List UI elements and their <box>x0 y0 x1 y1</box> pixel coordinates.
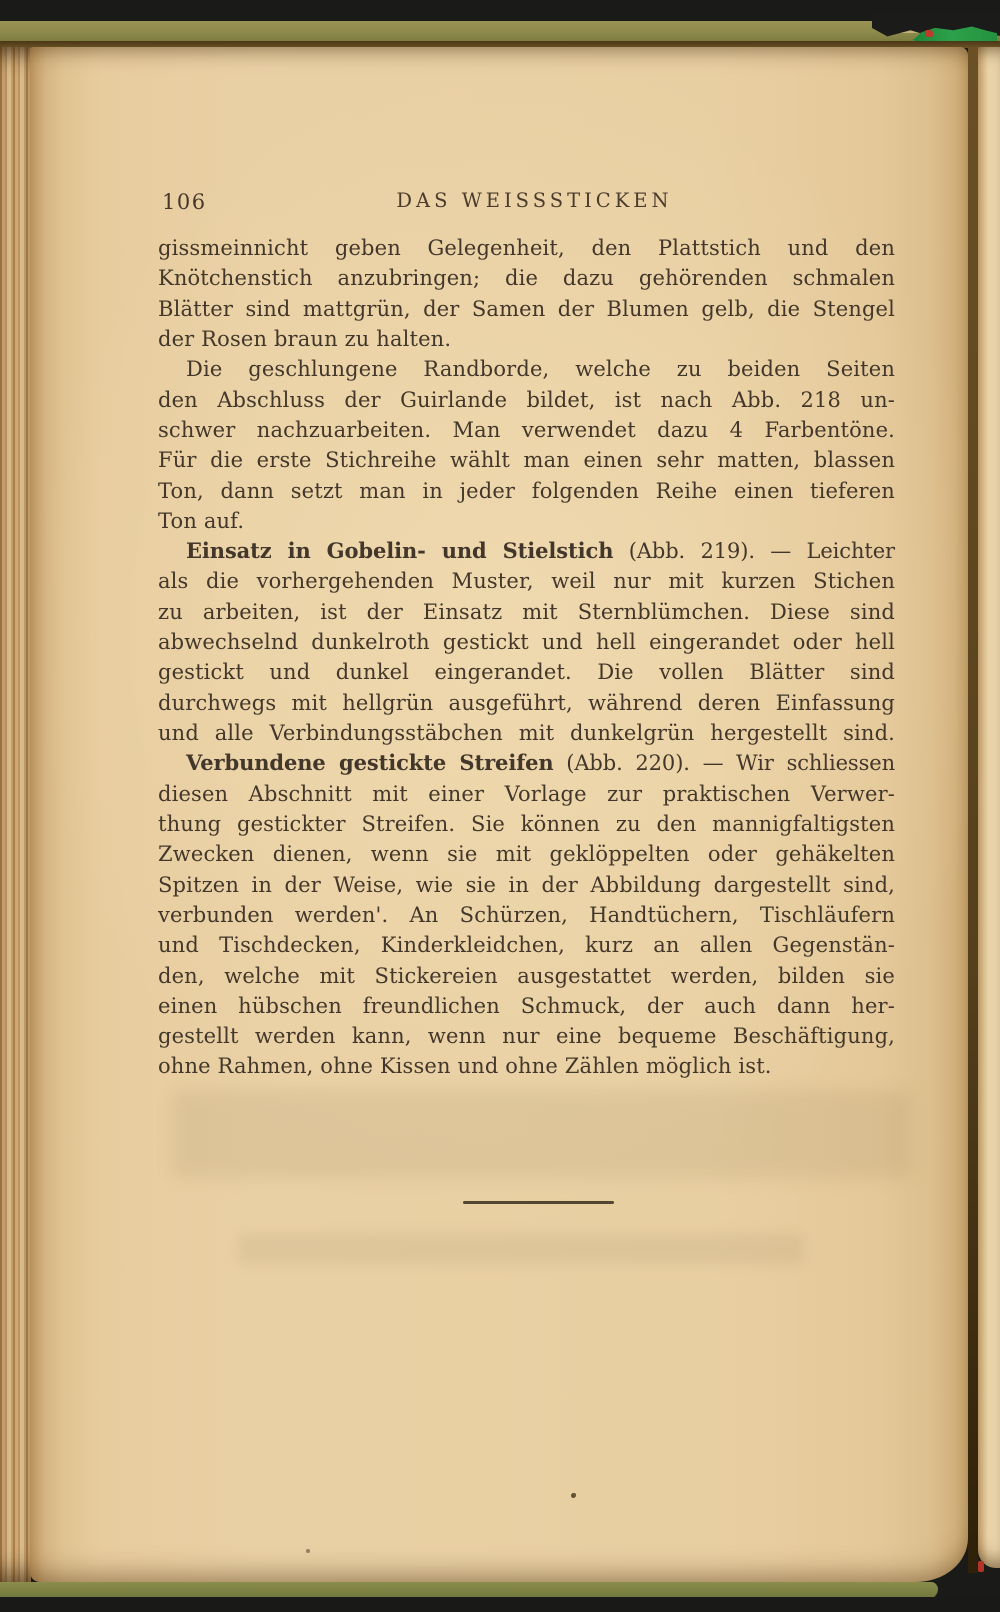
text-line <box>158 536 895 566</box>
ink-showthrough-band <box>172 1090 912 1178</box>
text-block <box>158 233 895 1082</box>
text-run: ohne Rahmen, ohne Kissen und ohne Zählen möglich ist. <box>158 1054 772 1079</box>
text-run: gestellt werden kann, wenn nur eine bequeme Beschäftigung, <box>158 1024 895 1049</box>
text-line <box>158 294 895 324</box>
text-run: durchwegs mit hellgrün ausgeführt, während deren Einfassung <box>158 690 895 715</box>
text-run: Ton, dann setzt man in jeder folgenden Reihe einen tieferen <box>158 478 895 503</box>
text-run: der Rosen braun zu halten. <box>158 326 452 351</box>
text-run: Knötchenstich anzubringen; die dazu gehörenden schmalen <box>158 266 895 291</box>
bold-run: Einsatz in Gobelin- und Stielstich <box>186 538 614 564</box>
text-run: zu arbeiten, ist der Einsatz mit Sternblümchen. Diese sind <box>158 599 895 624</box>
text-line <box>158 870 895 900</box>
text-line <box>158 688 895 718</box>
text-run: und Tischdecken, Kinderkleidchen, kurz an allen Gegenstän- <box>158 933 895 958</box>
text-line <box>158 445 895 475</box>
text-run: und alle Verbindungsstäbchen mit dunkelgrün hergestellt sind. <box>158 721 895 745</box>
page-number: 106 <box>162 190 207 214</box>
text-line <box>158 779 895 809</box>
text-line <box>158 354 895 384</box>
text-line <box>158 263 895 293</box>
text-line <box>158 961 895 991</box>
red-fleck-bottom <box>978 1561 984 1572</box>
text-run: gestickt und dunkel eingerandet. Die vollen Blätter sind <box>158 660 895 685</box>
text-run: abwechselnd dunkelroth gestickt und hell eingerandet oder hell <box>158 630 895 655</box>
text-run: (Abb. 219). — Leichter <box>613 539 895 564</box>
page-right-gutter <box>968 47 978 1573</box>
text-run: als die vorhergehenden Muster, weil nur mit kurzen Stichen <box>158 569 895 594</box>
red-fleck-top <box>925 30 933 37</box>
text-line <box>158 748 895 778</box>
text-run: den Abschluss der Guirlande bildet, ist nach Abb. 218 un- <box>158 387 895 412</box>
text-line <box>158 415 895 445</box>
running-header: DAS WEISSSTICKEN <box>396 189 673 212</box>
text-run: Ton auf. <box>158 508 245 533</box>
text-run: Zwecken dienen, wenn sie mit geklöppelten oder gehäkelten <box>158 842 895 867</box>
text-line <box>158 627 895 657</box>
cover-black-bottom <box>0 1597 1000 1612</box>
text-run: Blätter sind mattgrün, der Samen der Blumen gelb, die Stengel <box>158 296 895 321</box>
text-line <box>158 233 895 263</box>
ink-speck <box>306 1549 310 1553</box>
section-divider-rule <box>463 1201 614 1204</box>
next-page-sliver <box>978 47 1000 1568</box>
paragraph <box>158 233 895 354</box>
text-run: einen hübschen freundlichen Schmuck, der auch dann her- <box>158 993 895 1018</box>
text-line <box>158 566 895 596</box>
text-line <box>158 1051 895 1081</box>
text-run: (Abb. 220). — Wir schliessen <box>553 751 896 776</box>
text-line <box>158 506 895 536</box>
text-line <box>158 809 895 839</box>
cover-edge-top <box>0 21 1000 42</box>
text-run: Spitzen in der Weise, wie sie in der Abbildung dargestellt sind, <box>158 872 895 897</box>
text-line <box>158 476 895 506</box>
text-line <box>158 900 895 930</box>
paragraph <box>158 536 895 748</box>
text-line <box>158 657 895 687</box>
text-run: diesen Abschnitt mit einer Vorlage zur praktischen Verwer- <box>158 781 895 806</box>
text-run: den, welche mit Stickereien ausgestattet werden, bilden sie <box>158 963 895 988</box>
paragraph <box>158 354 895 536</box>
text-run: gissmeinnicht geben Gelegenheit, den Plattstich und den <box>158 236 895 260</box>
text-line <box>158 839 895 869</box>
text-line <box>158 597 895 627</box>
text-line <box>158 324 895 354</box>
text-run: Die geschlungene Randborde, welche zu beiden Seiten <box>186 357 895 382</box>
text-run: Für die erste Stichreihe wählt man einen sehr matten, blassen <box>158 448 895 473</box>
bold-run: Verbundene gestickte Streifen <box>186 750 554 776</box>
text-run: schwer nachzuarbeiten. Man verwendet dazu 4 Farbentöne. <box>158 417 895 442</box>
paragraph <box>158 748 895 1081</box>
ink-showthrough-caption <box>238 1234 804 1264</box>
text-run: verbunden werden'. An Schürzen, Handtüchern, Tischläufern <box>158 902 895 927</box>
text-run: thung gestickter Streifen. Sie können zu den mannigfaltigsten <box>158 811 895 836</box>
text-line <box>158 385 895 415</box>
text-line <box>158 718 895 748</box>
text-line <box>158 930 895 960</box>
page-stack-left-edge <box>0 47 31 1582</box>
text-line <box>158 1021 895 1051</box>
text-line <box>158 991 895 1021</box>
